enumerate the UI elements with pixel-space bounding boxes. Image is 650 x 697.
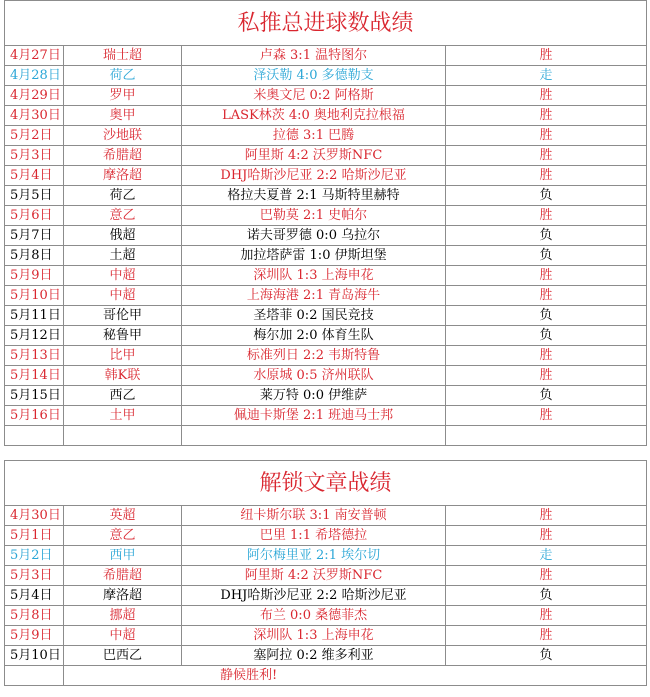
result-cell: 胜	[446, 366, 647, 386]
result-cell: 胜	[446, 206, 647, 226]
result-row	[5, 326, 647, 346]
match-cell: 标准列日 2:2 韦斯特鲁	[182, 346, 446, 366]
date-cell: 5月11日	[5, 306, 64, 326]
match-cell: 米奥文尼 0:2 阿格斯	[182, 86, 446, 106]
match-cell: DHJ哈斯沙尼亚 2:2 哈斯沙尼亚	[182, 166, 446, 186]
result-cell: 胜	[446, 526, 647, 546]
match-cell: 巴里 1:1 希塔德拉	[182, 526, 446, 546]
result-cell: 走	[446, 66, 647, 86]
section2-title: 解锁文章战绩	[5, 461, 647, 506]
result-row	[5, 386, 647, 406]
match-cell: 泽沃勒 4:0 多德勒支	[182, 66, 446, 86]
result-row	[5, 566, 647, 586]
result-row	[5, 86, 647, 106]
results-table	[4, 0, 647, 686]
match-cell: DHJ哈斯沙尼亚 2:2 哈斯沙尼亚	[182, 586, 446, 606]
league-cell: 挪超	[64, 606, 182, 626]
result-cell: 走	[446, 546, 647, 566]
match-cell: LASK林茨 4:0 奥地利克拉根福	[182, 106, 446, 126]
match-cell: 阿里斯 4:2 沃罗斯NFC	[182, 146, 446, 166]
empty-cell	[5, 666, 64, 686]
result-cell: 负	[446, 586, 647, 606]
result-row	[5, 46, 647, 66]
result-row	[5, 626, 647, 646]
section1-title-row	[5, 1, 647, 46]
match-cell: 上海海港 2:1 青岛海牛	[182, 286, 446, 306]
empty-cell	[446, 426, 647, 446]
league-cell: 摩洛超	[64, 166, 182, 186]
date-cell: 5月16日	[5, 406, 64, 426]
match-cell: 阿尔梅里亚 2:1 埃尔切	[182, 546, 446, 566]
match-cell: 深圳队 1:3 上海申花	[182, 266, 446, 286]
date-cell: 5月12日	[5, 326, 64, 346]
match-cell: 深圳队 1:3 上海申花	[182, 626, 446, 646]
league-cell: 意乙	[64, 526, 182, 546]
section2-title-row	[5, 461, 647, 506]
date-cell: 4月29日	[5, 86, 64, 106]
league-cell: 沙地联	[64, 126, 182, 146]
result-cell: 负	[446, 226, 647, 246]
empty-cell	[182, 426, 446, 446]
date-cell: 5月6日	[5, 206, 64, 226]
league-cell: 土超	[64, 246, 182, 266]
match-cell: 加拉塔萨雷 1:0 伊斯坦堡	[182, 246, 446, 266]
result-cell: 胜	[446, 406, 647, 426]
league-cell: 瑞士超	[64, 46, 182, 66]
match-cell: 巴勒莫 2:1 史帕尔	[182, 206, 446, 226]
league-cell: 韩K联	[64, 366, 182, 386]
result-row	[5, 546, 647, 566]
date-cell: 4月30日	[5, 106, 64, 126]
date-cell: 5月3日	[5, 566, 64, 586]
result-cell: 负	[446, 386, 647, 406]
date-cell: 5月10日	[5, 646, 64, 666]
league-cell: 希腊超	[64, 146, 182, 166]
result-cell: 胜	[446, 46, 647, 66]
date-cell: 5月7日	[5, 226, 64, 246]
result-cell: 胜	[446, 626, 647, 646]
match-cell: 布兰 0:0 桑德菲杰	[182, 606, 446, 626]
result-row	[5, 506, 647, 526]
date-cell: 5月2日	[5, 546, 64, 566]
result-cell: 胜	[446, 286, 647, 306]
match-cell: 拉德 3:1 巴腾	[182, 126, 446, 146]
result-cell: 胜	[446, 506, 647, 526]
spacer-row	[5, 426, 647, 446]
date-cell: 4月28日	[5, 66, 64, 86]
league-cell: 奥甲	[64, 106, 182, 126]
date-cell: 5月1日	[5, 526, 64, 546]
date-cell: 5月8日	[5, 606, 64, 626]
date-cell: 5月3日	[5, 146, 64, 166]
result-cell: 负	[446, 246, 647, 266]
result-cell: 胜	[446, 86, 647, 106]
match-cell: 莱万特 0:0 伊维萨	[182, 386, 446, 406]
match-cell: 卢森 3:1 温特图尔	[182, 46, 446, 66]
date-cell: 5月14日	[5, 366, 64, 386]
league-cell: 西甲	[64, 546, 182, 566]
result-cell: 负	[446, 326, 647, 346]
section-gap	[5, 446, 647, 461]
footer-row	[5, 666, 647, 686]
result-cell: 胜	[446, 566, 647, 586]
result-cell: 胜	[446, 606, 647, 626]
match-cell: 阿里斯 4:2 沃罗斯NFC	[182, 566, 446, 586]
date-cell: 5月13日	[5, 346, 64, 366]
result-row	[5, 126, 647, 146]
date-cell: 5月5日	[5, 186, 64, 206]
league-cell: 中超	[64, 266, 182, 286]
league-cell: 荷乙	[64, 66, 182, 86]
result-cell: 胜	[446, 346, 647, 366]
result-row	[5, 166, 647, 186]
result-row	[5, 606, 647, 626]
match-cell: 诺夫哥罗德 0:0 乌拉尔	[182, 226, 446, 246]
date-cell: 5月9日	[5, 626, 64, 646]
league-cell: 中超	[64, 626, 182, 646]
result-cell: 负	[446, 646, 647, 666]
date-cell: 5月8日	[5, 246, 64, 266]
league-cell: 摩洛超	[64, 586, 182, 606]
date-cell: 4月27日	[5, 46, 64, 66]
league-cell: 哥伦甲	[64, 306, 182, 326]
section1-title: 私推总进球数战绩	[5, 1, 647, 46]
result-row	[5, 306, 647, 326]
result-row	[5, 146, 647, 166]
result-row	[5, 366, 647, 386]
date-cell: 5月15日	[5, 386, 64, 406]
date-cell: 5月10日	[5, 286, 64, 306]
result-row	[5, 246, 647, 266]
result-row	[5, 586, 647, 606]
result-row	[5, 106, 647, 126]
empty-cell	[64, 426, 182, 446]
match-cell: 纽卡斯尔联 3:1 南安普顿	[182, 506, 446, 526]
result-cell: 胜	[446, 146, 647, 166]
footer-message: 静候胜利!	[64, 666, 647, 686]
result-row	[5, 186, 647, 206]
match-cell: 水原城 0:5 济州联队	[182, 366, 446, 386]
league-cell: 俄超	[64, 226, 182, 246]
result-row	[5, 66, 647, 86]
result-row	[5, 286, 647, 306]
result-row	[5, 526, 647, 546]
result-cell: 胜	[446, 106, 647, 126]
league-cell: 英超	[64, 506, 182, 526]
results-table-body	[5, 1, 647, 686]
match-cell: 塞阿拉 0:2 维多利亚	[182, 646, 446, 666]
result-cell: 胜	[446, 126, 647, 146]
gap-cell	[5, 446, 647, 461]
result-cell: 负	[446, 186, 647, 206]
result-cell: 胜	[446, 166, 647, 186]
match-cell: 格拉夫夏普 2:1 马斯特里赫特	[182, 186, 446, 206]
result-row	[5, 226, 647, 246]
league-cell: 巴西乙	[64, 646, 182, 666]
match-cell: 圣塔菲 0:2 国民竞技	[182, 306, 446, 326]
league-cell: 土甲	[64, 406, 182, 426]
date-cell: 5月9日	[5, 266, 64, 286]
date-cell: 5月4日	[5, 586, 64, 606]
date-cell: 5月2日	[5, 126, 64, 146]
league-cell: 比甲	[64, 346, 182, 366]
league-cell: 荷乙	[64, 186, 182, 206]
result-row	[5, 646, 647, 666]
result-row	[5, 266, 647, 286]
result-row	[5, 206, 647, 226]
date-cell: 4月30日	[5, 506, 64, 526]
league-cell: 秘鲁甲	[64, 326, 182, 346]
date-cell: 5月4日	[5, 166, 64, 186]
result-row	[5, 346, 647, 366]
match-cell: 梅尔加 2:0 体育生队	[182, 326, 446, 346]
result-cell: 负	[446, 306, 647, 326]
league-cell: 中超	[64, 286, 182, 306]
league-cell: 罗甲	[64, 86, 182, 106]
league-cell: 西乙	[64, 386, 182, 406]
league-cell: 希腊超	[64, 566, 182, 586]
empty-cell	[5, 426, 64, 446]
match-cell: 佩迪卡斯堡 2:1 班迪马士邦	[182, 406, 446, 426]
result-cell: 胜	[446, 266, 647, 286]
league-cell: 意乙	[64, 206, 182, 226]
result-row	[5, 406, 647, 426]
